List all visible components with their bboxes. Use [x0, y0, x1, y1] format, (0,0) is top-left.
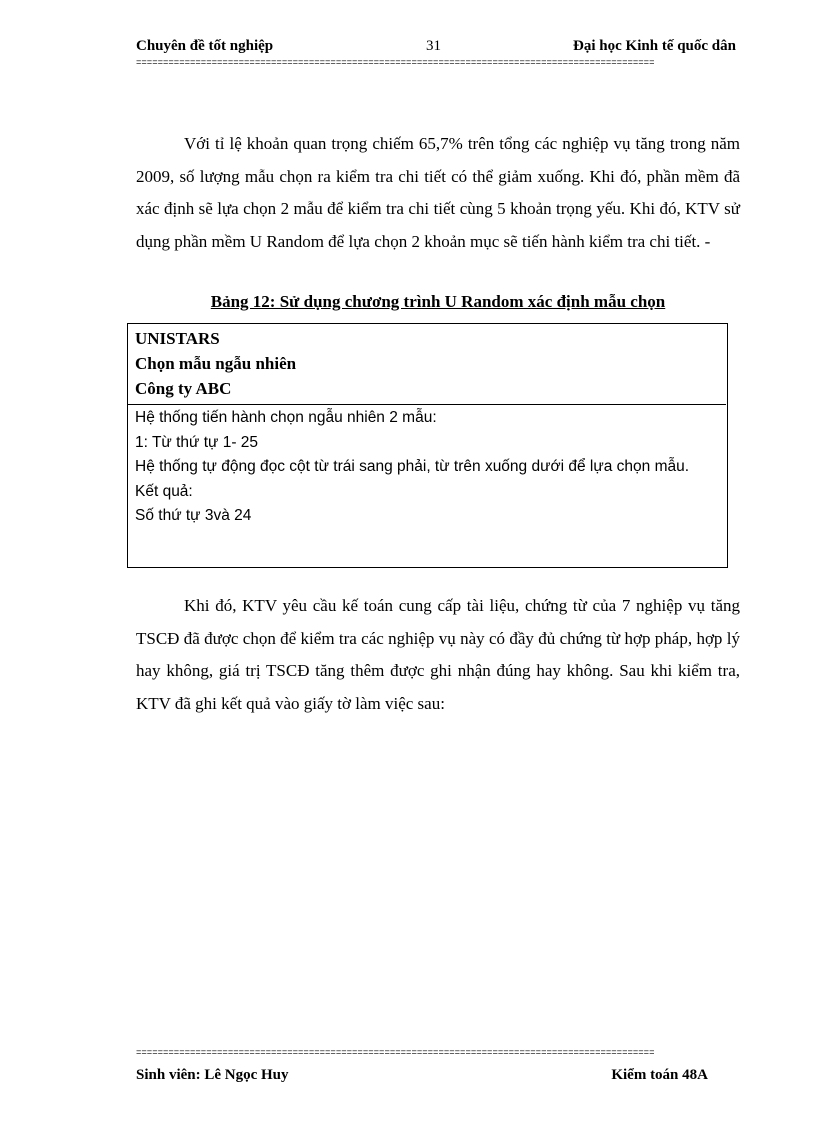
header-thesis-title: Chuyên đề tốt nghiệp: [136, 38, 274, 54]
box-line-1: Hệ thống tiến hành chọn ngẫu nhiên 2 mẫu:: [135, 409, 437, 426]
paragraph-1: [136, 128, 740, 258]
box-line-5: Số thứ tự 3và 24: [135, 507, 252, 524]
page-header: [136, 38, 736, 58]
table-caption: Bảng 12: Sử dụng chương trình U Random xác định mẫu chọn: [210, 292, 666, 311]
paragraph-2-text: Khi đó, KTV yêu cầu kế toán cung cấp tài liệu, chứng từ của 7 nghiệp vụ tăng TSCĐ đã được chọn để kiểm tra các nghiệp vụ này có đầy đủ chứng từ hợp pháp, hợp lý hay không, giá trị TSCĐ tăng thêm được ghi nhận đúng hay không. Sau khi kiểm tra, KTV đã ghi kết quả vào giấy tờ làm việc sau:: [136, 596, 740, 713]
footer-rule: ================================================================================================: [136, 1049, 655, 1057]
footer-student: Sinh viên: Lê Ngọc Huy: [136, 1067, 289, 1083]
page-number: 31: [426, 38, 441, 54]
box-line-4: Kết quả:: [135, 482, 193, 500]
page-footer: [136, 1067, 708, 1089]
paragraph-1-text: Với tỉ lệ khoản quan trọng chiếm 65,7% trên tổng các nghiệp vụ tăng trong năm 2009, số lượng mẫu chọn ra kiểm tra chi tiết có thể giảm xuống. Khi đó, phần mềm đã xác định sẽ lựa chọn 2 mẫu để kiểm tra chi tiết cùng 5 khoản trọng yếu. Khi đó, KTV sử dụng phần mềm U Random để lựa chọn 2 khoản mục sẽ tiến hành kiểm tra chi tiết. -: [136, 134, 740, 251]
random-sample-box: [127, 323, 728, 568]
header-university: Đại học Kinh tế quốc dân: [573, 38, 736, 54]
paragraph-2: [136, 590, 740, 720]
header-rule: ================================================================================================: [136, 59, 655, 67]
box-line-3: Hệ thống tự động đọc cột từ trái sang phải, từ trên xuống dưới để lựa chọn mẫu.: [135, 458, 690, 475]
box-line-2: 1: Từ thứ tự 1- 25: [135, 433, 259, 451]
box-divider: [128, 404, 726, 405]
box-heading-random-sampling: Chọn mẫu ngẫu nhiên: [135, 354, 297, 373]
footer-class: Kiểm toán 48A: [611, 1067, 708, 1083]
box-heading-unistars: UNISTARS: [135, 329, 220, 348]
box-heading-company: Công ty ABC: [135, 379, 232, 398]
